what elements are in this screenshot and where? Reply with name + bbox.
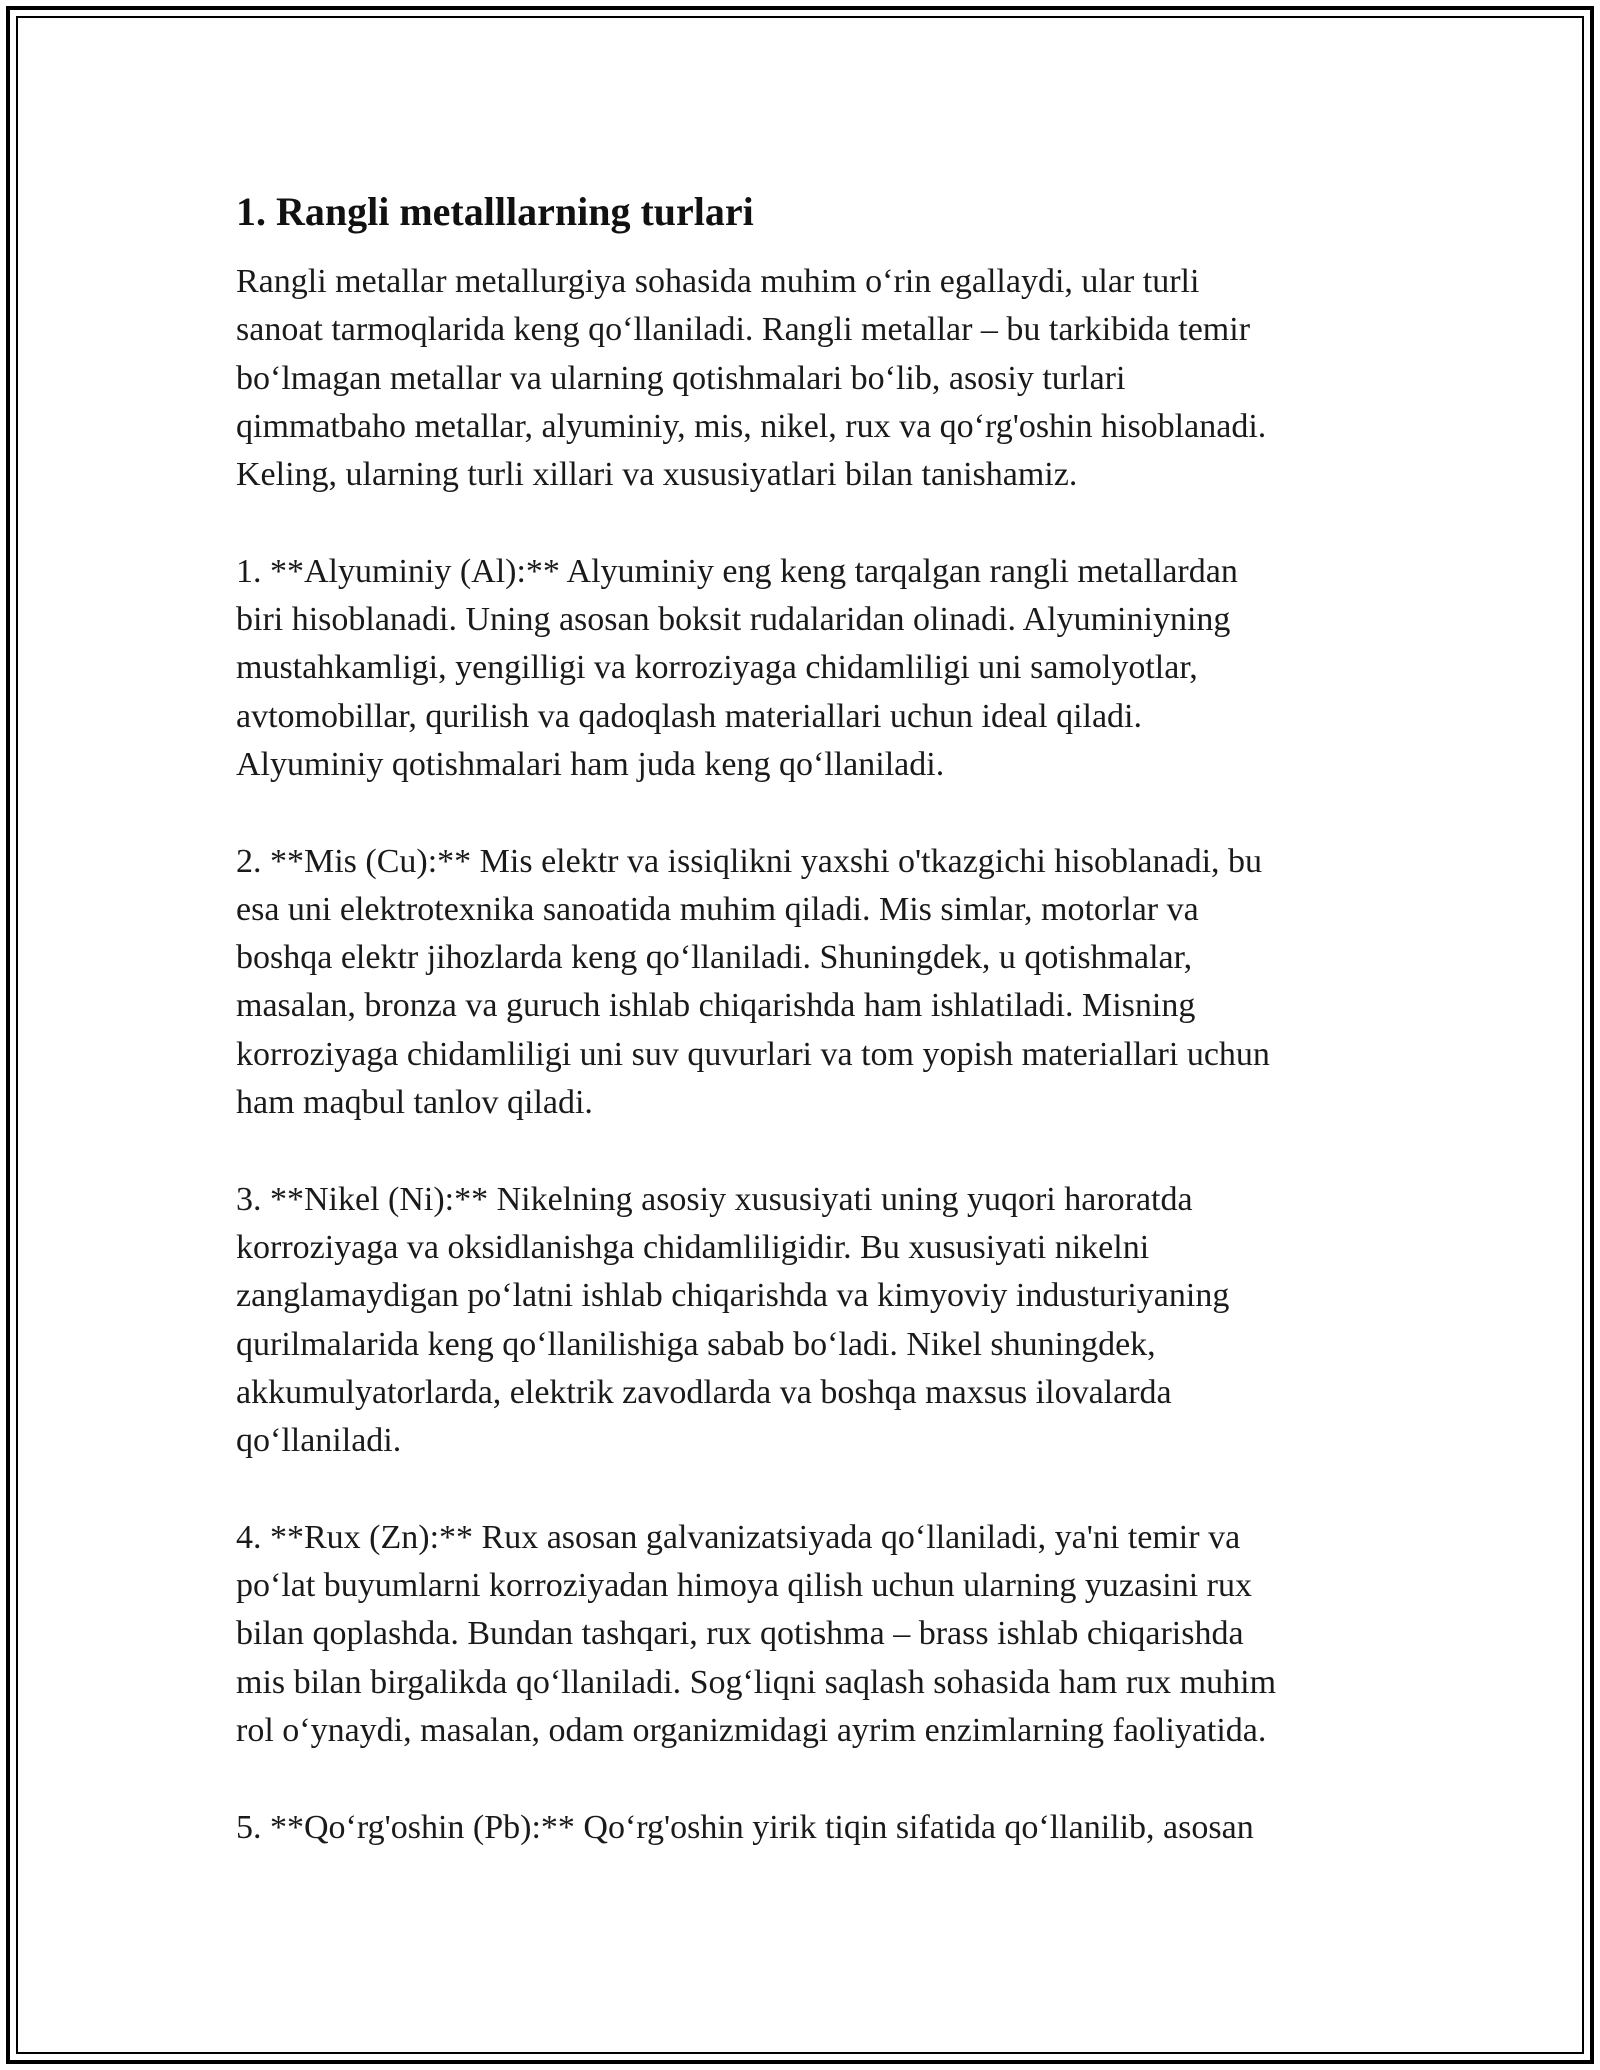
document-body: [236, 186, 1386, 1900]
copper-paragraph: 2. **Mis (Cu):** Mis elektr va issiqlikni yaxshi o'tkazgichi hisoblanadi, bu esa uni elektrotexnika sanoatida muhim qiladi. Mis simlar, motorlar va boshqa elektr jihozlarda keng qo‘llaniladi. Shuningdek, u qotishmalar, masalan, bronza va guruch ishlab chiqarishda ham ishlatiladi. Misning korroziyaga chidamliligi uni suv quvurlari va tom yopish materiallari uchun ham maqbul tanlov qiladi.: [236, 842, 1270, 1122]
lead-paragraph: 5. **Qo‘rg'oshin (Pb):** Qo‘rg'oshin yirik tiqin sifatida qo‘llanilib, asosan: [236, 1808, 1254, 1846]
zinc-paragraph: 4. **Rux (Zn):** Rux asosan galvanizatsiyada qo‘llaniladi, ya'ni temir va po‘lat buyumlarni korroziyadan himoya qilish uchun ularning yuzasini rux bilan qoplashda. Bundan tashqari, rux qotishma – brass ishlab chiqarishda mis bilan birgalikda qo‘llaniladi. Sog‘liqni saqlash sohasida ham rux muhim rol o‘ynaydi, masalan, odam organizmidagi ayrim enzimlarning faoliyatida.: [236, 1518, 1277, 1749]
nickel-paragraph: 3. **Nikel (Ni):** Nikelning asosiy xususiyati uning yuqori haroratda korroziyaga va oksidlanishga chidamliligidir. Bu xususiyati nikelni zanglamaydigan po‘latni ishlab chiqarishda va kimyoviy industuriyaning qurilmalarida keng qo‘llanilishiga sabab bo‘ladi. Nikel shuningdek, akkumulyatorlarda, elektrik zavodlarda va boshqa maxsus ilovalarda qo‘llaniladi.: [236, 1180, 1230, 1460]
section-heading: 1. Rangli metalllarning turlari: [236, 189, 754, 234]
aluminium-paragraph: 1. **Alyuminiy (Al):** Alyuminiy eng keng tarqalgan rangli metallardan biri hisoblanadi. Uning asosan boksit rudalaridan olinadi. Alyuminiyning mustahkamligi, yengilligi va korroziyaga chidamliligi uni samolyotlar, avtomobillar, qurilish va qadoqlash materiallari uchun ideal qiladi. Alyuminiy qotishmalari ham juda keng qo‘llaniladi.: [236, 552, 1238, 783]
intro-paragraph: Rangli metallar metallurgiya sohasida muhim o‘rin egallaydi, ular turli sanoat tarmoqlarida keng qo‘llaniladi. Rangli metallar – bu tarkibida temir bo‘lmagan metallar va ularning qotishmalari bo‘lib, asosiy turlari qimmatbaho metallar, alyuminiy, mis, nikel, rux va qo‘rg'oshin hisoblanadi. Keling, ularning turli xillari va xususiyatlari bilan tanishamiz.: [236, 263, 1267, 494]
